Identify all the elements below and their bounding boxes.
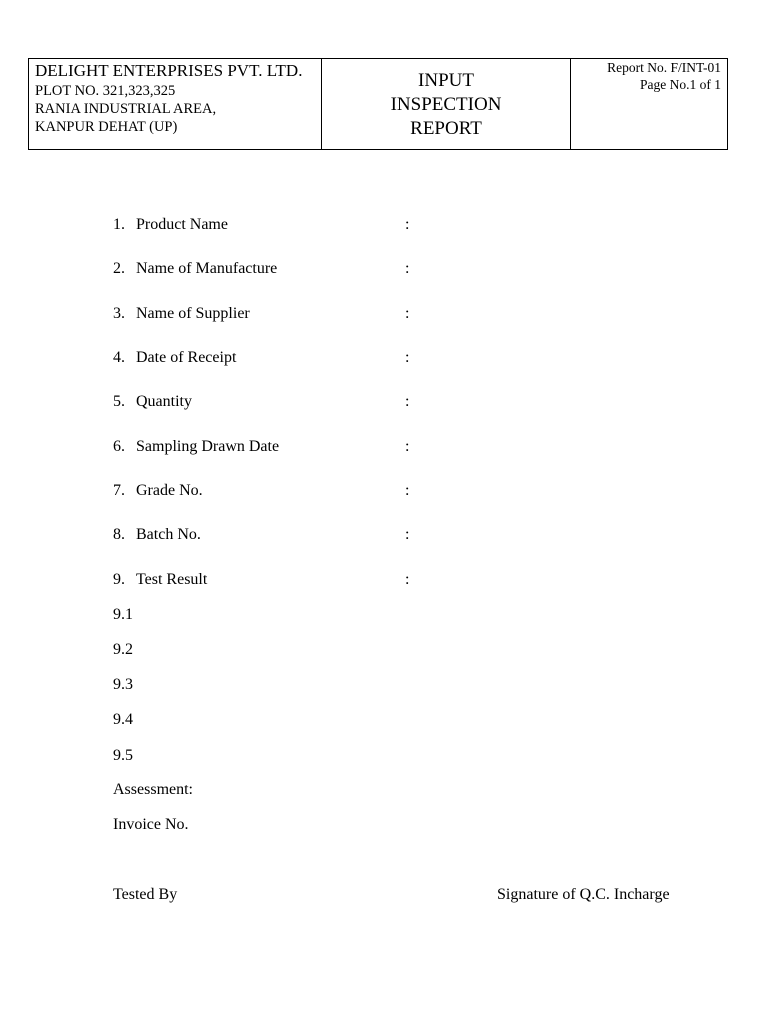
field-separator: :: [405, 216, 410, 233]
address-line-1: PLOT NO. 321,323,325: [35, 83, 176, 99]
page-number: Page No.1 of 1: [640, 77, 721, 92]
report-header: [28, 58, 728, 150]
sub-result-9-5: 9.5: [113, 747, 133, 764]
company-name: DELIGHT ENTERPRISES PVT. LTD.: [35, 61, 303, 80]
field-number: 7.: [113, 482, 125, 499]
field-label: Product Name: [136, 216, 228, 233]
report-number: Report No. F/INT-01: [607, 60, 721, 75]
field-number: 4.: [113, 349, 125, 366]
field-separator: :: [405, 571, 410, 588]
field-number: 6.: [113, 438, 125, 455]
field-label: Sampling Drawn Date: [136, 438, 280, 455]
field-separator: :: [405, 438, 410, 455]
field-separator: :: [405, 260, 410, 277]
field-separator: :: [405, 482, 410, 499]
qc-signature-label: Signature of Q.C. Incharge: [497, 886, 670, 903]
field-label: Quantity: [136, 393, 192, 410]
address-line-3: KANPUR DEHAT (UP): [35, 119, 178, 135]
field-separator: :: [405, 349, 410, 366]
field-label: Date of Receipt: [136, 349, 237, 366]
title-line-3: REPORT: [410, 118, 482, 139]
title-line-1: INPUT: [418, 70, 474, 91]
address-line-2: RANIA INDUSTRIAL AREA,: [35, 101, 217, 117]
field-number: 1.: [113, 216, 125, 233]
field-separator: :: [405, 393, 410, 410]
field-number: 9.: [113, 571, 125, 588]
title-block: [322, 59, 571, 149]
sub-result-9-3: 9.3: [113, 676, 133, 693]
assessment-label: Assessment:: [113, 781, 193, 798]
field-label: Grade No.: [136, 482, 203, 499]
field-number: 2.: [113, 260, 125, 277]
report-meta-block: [571, 59, 727, 149]
field-label: Test Result: [136, 571, 208, 588]
company-block: [29, 59, 322, 149]
field-number: 3.: [113, 305, 125, 322]
title-line-2: INSPECTION: [390, 94, 502, 115]
field-separator: :: [405, 526, 410, 543]
sub-result-9-2: 9.2: [113, 641, 133, 658]
report-title: [391, 69, 502, 141]
field-label: Name of Supplier: [136, 305, 250, 322]
field-label: Name of Manufacture: [136, 260, 278, 277]
sub-result-9-1: 9.1: [113, 606, 133, 623]
field-number: 5.: [113, 393, 125, 410]
sub-result-9-4: 9.4: [113, 711, 133, 728]
field-number: 8.: [113, 526, 125, 543]
field-label: Batch No.: [136, 526, 201, 543]
invoice-label: Invoice No.: [113, 816, 189, 833]
tested-by-label: Tested By: [113, 886, 178, 903]
field-separator: :: [405, 305, 410, 322]
